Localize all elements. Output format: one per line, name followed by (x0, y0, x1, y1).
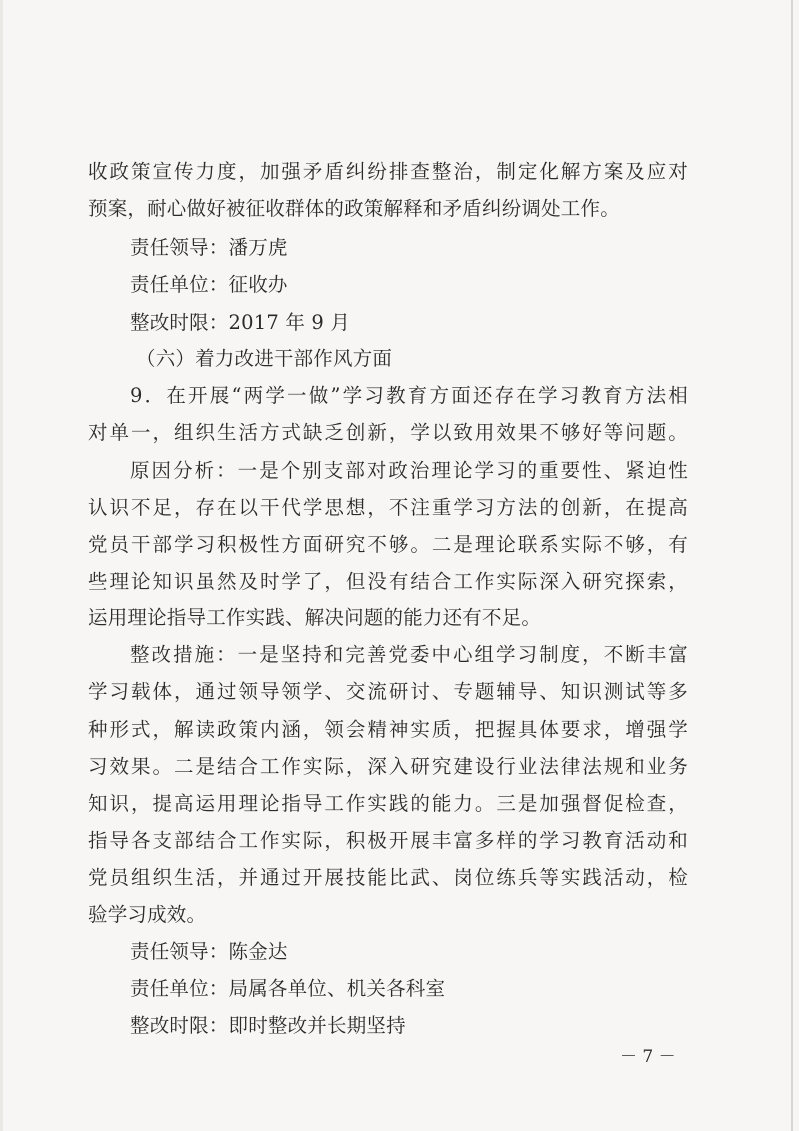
scan-edge-left (0, 0, 3, 1131)
section-heading: （六）着力改进干部作风方面 (136, 347, 393, 370)
item-title-line: 对单一，组织生活方式缺乏创新，学以致用效果不够好等问题。 (88, 421, 688, 444)
cause-analysis-line: 原因分析：一是个别支部对政治理论学习的重要性、紧迫性 (130, 459, 688, 482)
responsible-leader: 责任领导：陈金达 (130, 940, 288, 963)
measures-line: 种形式，解读政策内涵，领会精神实质，把握具体要求，增强学 (88, 718, 688, 741)
measures-line: 指导各支部结合工作实际，积极开展丰富多样的学习教育活动和 (88, 829, 688, 852)
deadline: 整改时限：即时整改并长期坚持 (130, 1014, 406, 1037)
body-line: 收政策宣传力度，加强矛盾纠纷排查整治，制定化解方案及应对 (88, 160, 688, 183)
measures-line: 验学习成效。 (88, 903, 207, 926)
body-line: 预案，耐心做好被征收群体的政策解释和矛盾纠纷调处工作。 (88, 197, 620, 220)
measures-line: 知识，提高运用理论指导工作实践的能力。三是加强督促检查， (88, 792, 688, 815)
measures-line: 党员组织生活，并通过开展技能比武、岗位练兵等实践活动，检 (88, 866, 688, 889)
cause-analysis-line: 认识不足，存在以干代学思想，不注重学习方法的创新，在提高 (88, 496, 688, 519)
cause-analysis-line: 些理论知识虽然及时学了，但没有结合工作实际深入研究探索， (88, 570, 688, 593)
item-title-line: 9．在开展“两学一做”学习教育方面还存在学习教育方法相 (130, 384, 688, 407)
responsible-leader: 责任领导：潘万虎 (130, 236, 288, 259)
responsible-unit: 责任单位：局属各单位、机关各科室 (130, 977, 446, 1000)
cause-analysis-line: 党员干部学习积极性方面研究不够。二是理论联系实际不够，有 (88, 533, 688, 556)
cause-analysis-line: 运用理论指导工作实践、解决问题的能力还有不足。 (88, 606, 542, 629)
page-number: － 7 － (620, 1047, 676, 1067)
scan-edge-right (791, 0, 793, 1131)
measures-line: 整改措施：一是坚持和完善党委中心组学习制度，不断丰富 (130, 643, 688, 666)
responsible-unit: 责任单位：征收办 (130, 273, 288, 296)
deadline: 整改时限：2017 年 9 月 (130, 311, 351, 334)
measures-line: 习效果。二是结合工作实际，深入研究建设行业法律法规和业务 (88, 755, 688, 778)
measures-line: 学习载体，通过领导领学、交流研讨、专题辅导、知识测试等多 (88, 680, 688, 703)
